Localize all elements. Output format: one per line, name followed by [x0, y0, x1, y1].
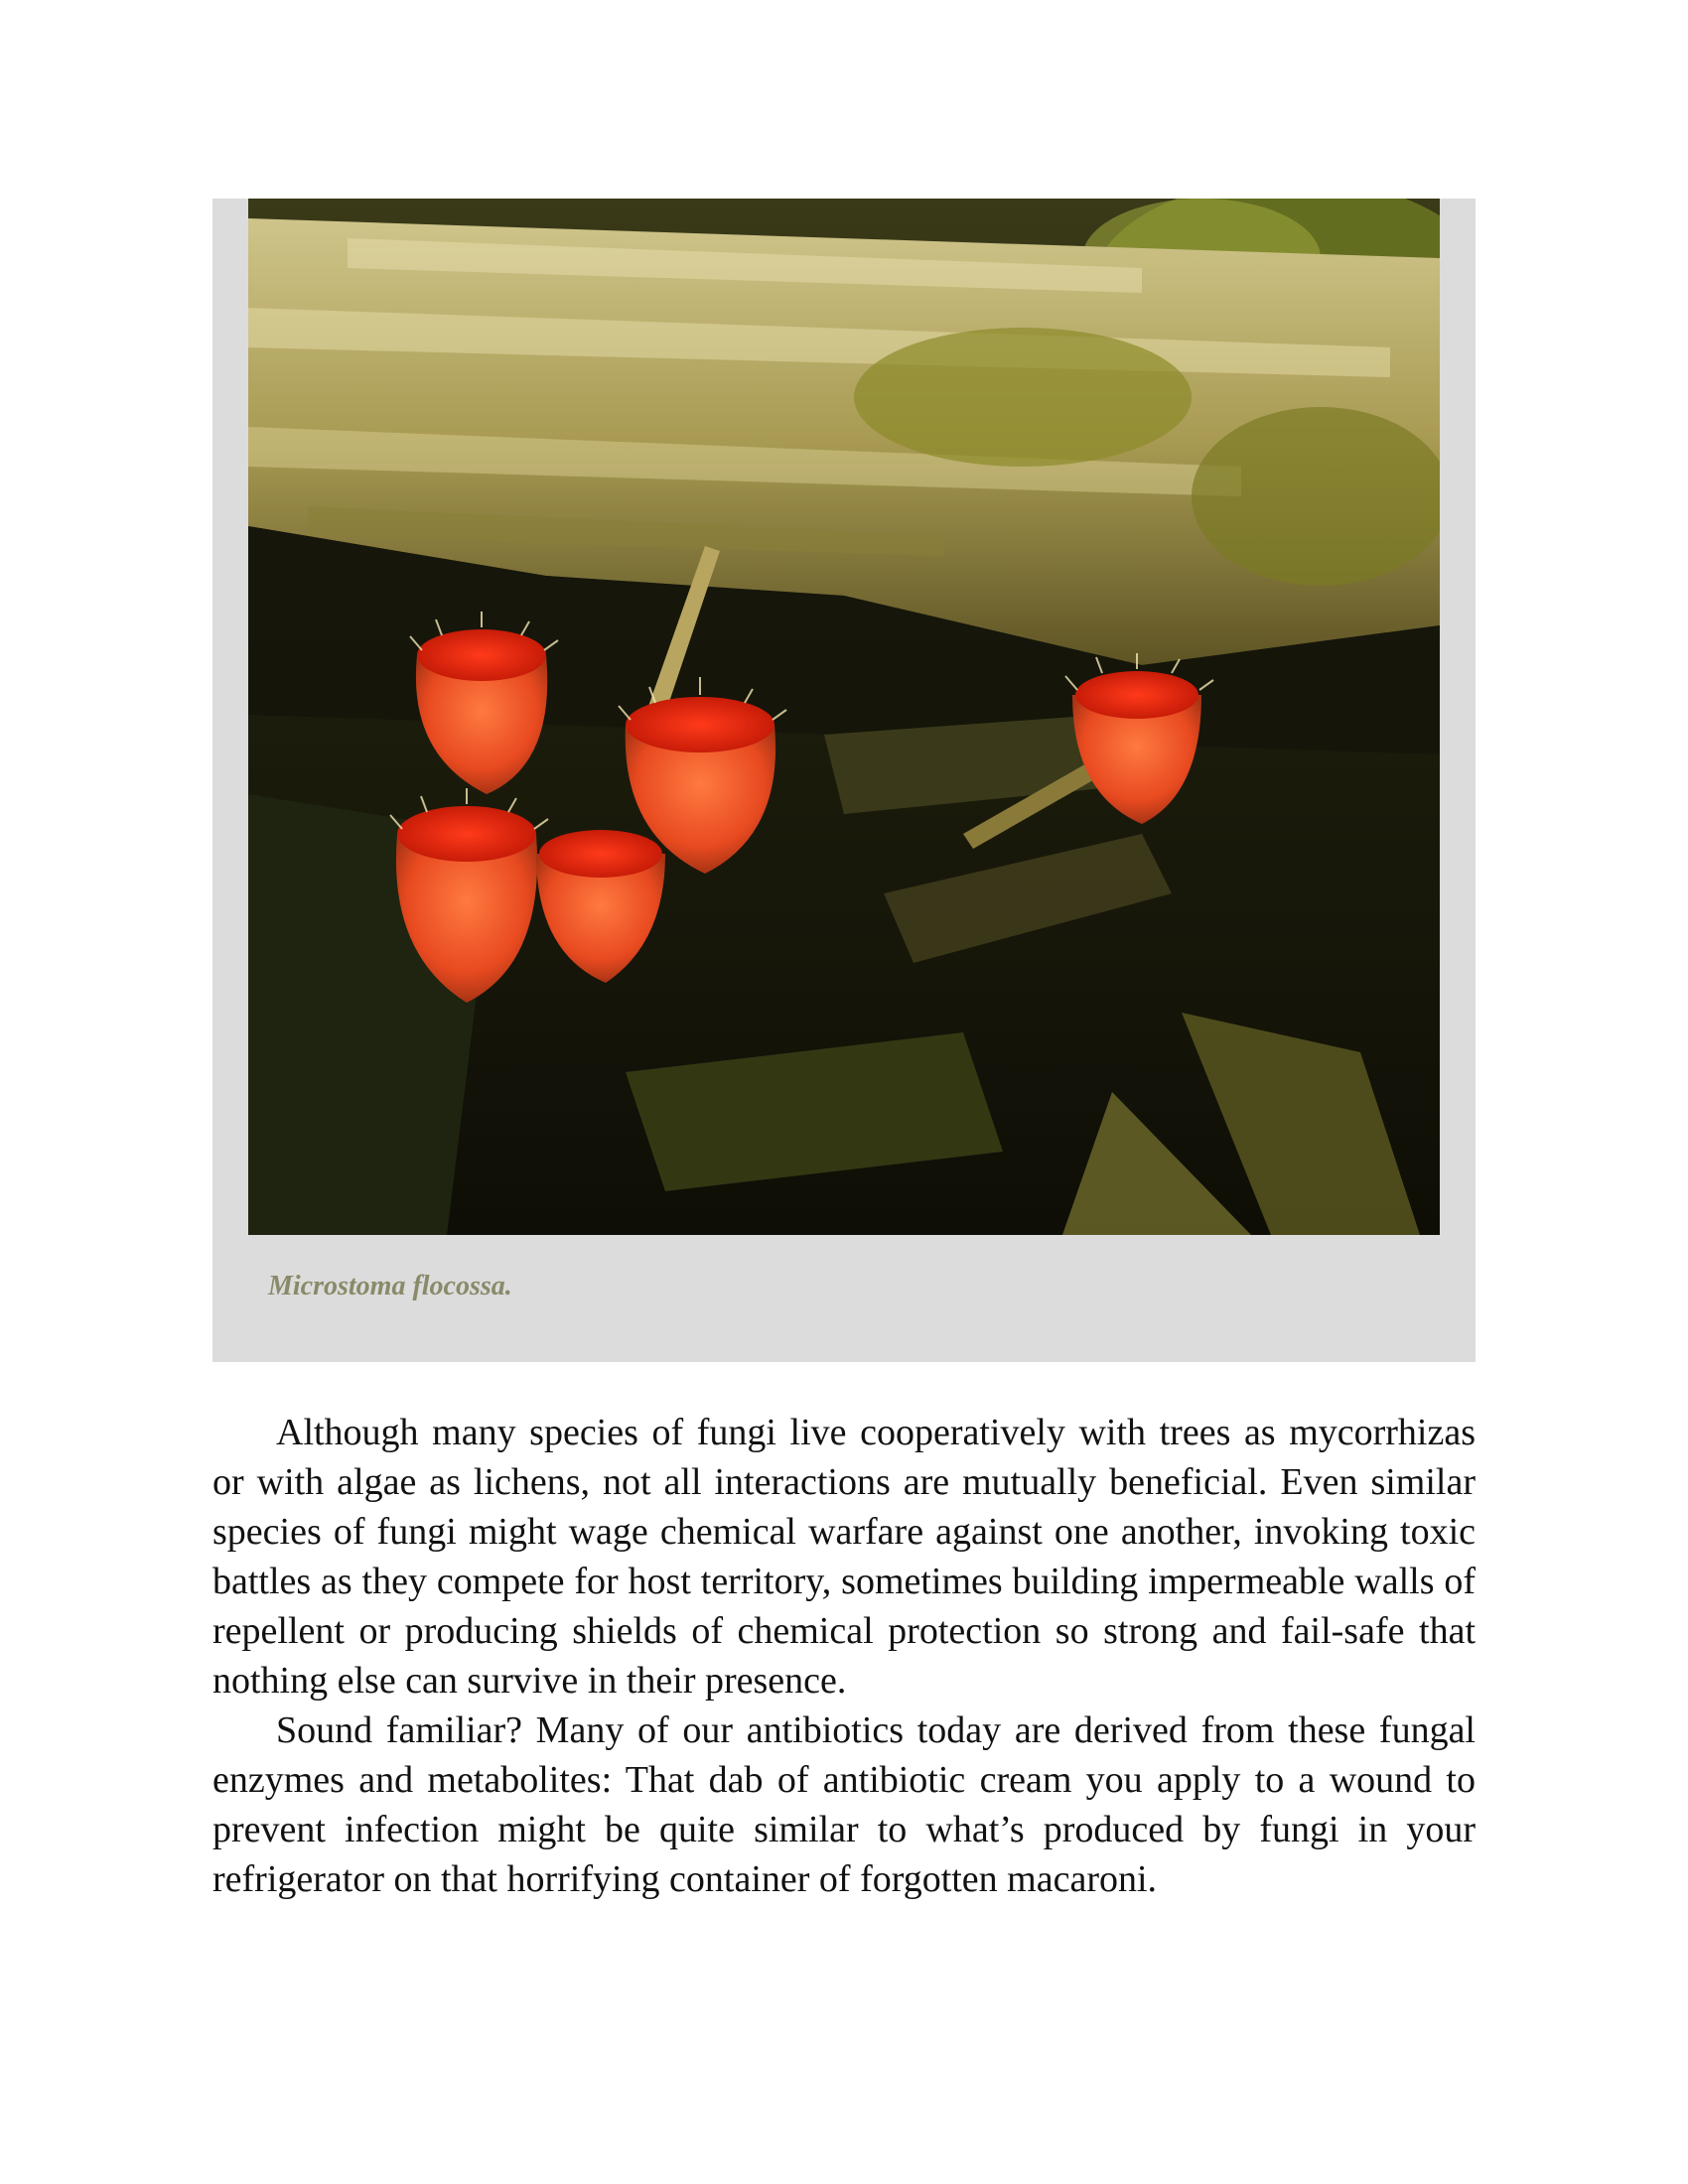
figure-caption: Microstoma flocossa.: [268, 1271, 512, 1301]
body-text: [212, 1408, 1476, 1904]
fungi-photo: [248, 199, 1440, 1235]
fungi-photo-illustration: [248, 199, 1440, 1235]
figure-box: [212, 199, 1476, 1362]
paragraph: Sound familiar? Many of our antibiotics today are derived from these fungal enzymes and metabolites: That dab of antibiotic cream you apply to a wound to prevent infection might be quite similar to what’s produced by fungi in your refrigerator on that horrifying container of forgotten macaroni.: [212, 1709, 1476, 1900]
paragraph: Although many species of fungi live cooperatively with trees as mycorrhizas or with algae as lichens, not all interactions are mutually beneficial. Even similar species of fungi might wage chemical warfare against one another, invoking toxic battles as they compete for host territory, sometimes building impermeable walls of repellent or producing shields of chemical protection so strong and fail-safe that nothing else can survive in their presence.: [212, 1412, 1476, 1702]
